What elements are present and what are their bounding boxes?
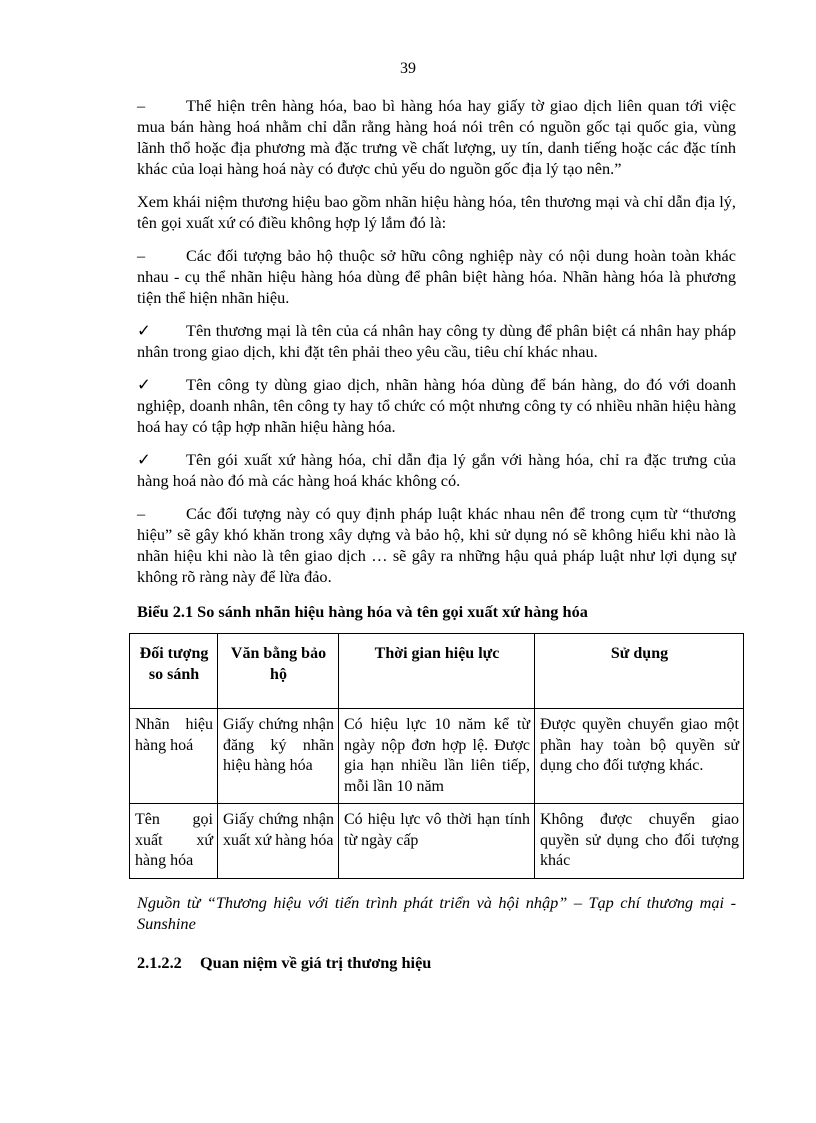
paragraph-text: Tên gói xuất xứ hàng hóa, chỉ dẫn địa lý gắn với hàng hóa, chỉ ra đặc trưng của hàng hoá nào đó mà các hàng hoá khác không có. xyxy=(137,450,736,490)
page-number: 39 xyxy=(400,60,416,77)
table-cell: Được quyền chuyển giao một phần hay toàn bộ quyền sử dụng cho đối tượng khác. xyxy=(535,709,744,804)
table-cell: Giấy chứng nhận đăng ký nhãn hiệu hàng hóa xyxy=(218,709,339,804)
document-body xyxy=(135,95,739,973)
table-row xyxy=(130,709,744,804)
table-cell: Có hiệu lực 10 năm kể từ ngày nộp đơn hợp lệ. Được gia hạn nhiều lần liên tiếp, mỗi lần 10 năm xyxy=(339,709,535,804)
table-cell: Không được chuyển giao quyền sử dụng cho đối tượng khác xyxy=(535,804,744,879)
paragraph xyxy=(137,95,736,179)
paragraph-text: Các đối tượng bảo hộ thuộc sở hữu công nghiệp này có nội dung hoàn toàn khác nhau - cụ thể nhãn hiệu hàng hóa dùng để phân biệt hàng hóa. Nhãn hàng hóa là phương tiện thể hiện nhãn hiệu. xyxy=(137,246,736,307)
paragraph-text: Thể hiện trên hàng hóa, bao bì hàng hóa hay giấy tờ giao dịch liên quan tới việc mua bán hàng hoá nhằm chỉ dẫn rằng hàng hoá nói trên có nguồn gốc tại quốc gia, vùng lãnh thổ hoặc địa phương mà đặc trưng về chất lượng, uy tín, danh tiếng hoặc các đặc tính khác của loại hàng hoá này có được chủ yếu do nguồn gốc địa lý tạo nên.” xyxy=(137,96,736,178)
section-heading xyxy=(137,952,736,973)
source-note: Nguồn từ “Thương hiệu với tiến trình phát triển và hội nhập” – Tạp chí thương mại - Sunshine xyxy=(137,892,736,933)
dash-marker: – xyxy=(137,246,146,265)
paragraph: Xem khái niệm thương hiệu bao gồm nhãn hiệu hàng hóa, tên thương mại và chỉ dẫn địa lý, tên gọi xuất xứ có điều không hợp lý lắm đó là: xyxy=(137,192,736,232)
paragraph xyxy=(137,374,736,437)
dash-marker: – xyxy=(137,504,146,523)
checkmark-icon: ✓ xyxy=(137,450,151,469)
column-header: Đối tượng so sánh xyxy=(130,634,218,709)
checkmark-icon: ✓ xyxy=(137,321,151,340)
checkmark-icon: ✓ xyxy=(137,375,151,394)
paragraph xyxy=(137,503,736,587)
table-cell: Nhãn hiệu hàng hoá xyxy=(130,709,218,804)
table-cell: Giấy chứng nhận xuất xứ hàng hóa xyxy=(218,804,339,879)
section-number: 2.1.2.2 xyxy=(137,952,182,972)
paragraph-text: Tên công ty dùng giao dịch, nhãn hàng hóa dùng để bán hàng, do đó với doanh nghiệp, doanh nhân, tên công ty hay tổ chức có một nhưng công ty có nhiều nhãn hiệu hàng hoá hay có tập hợp nhãn hiệu hàng hóa. xyxy=(137,375,736,436)
column-header: Văn bằng bảo hộ xyxy=(218,634,339,709)
paragraph xyxy=(137,245,736,308)
paragraph xyxy=(137,320,736,362)
paragraph-text: Tên thương mại là tên của cá nhân hay công ty dùng để phân biệt cá nhân hay pháp nhân trong giao dịch, khi đặt tên phải theo yêu cầu, tiêu chí khác nhau. xyxy=(137,321,736,361)
paragraph-text: Các đối tượng này có quy định pháp luật khác nhau nên để trong cụm từ “thương hiệu” sẽ gây khó khăn trong xây dựng và bảo hộ, khi sử dụng nó sẽ không hiểu khi nào là nhãn hiệu khi nào là tên giao dịch … sẽ gây ra những hậu quả pháp luật như lợi dụng sự không rõ ràng này để lừa đảo. xyxy=(137,504,736,586)
section-title: Quan niệm về giá trị thương hiệu xyxy=(200,952,432,972)
paragraph xyxy=(137,449,736,491)
comparison-table xyxy=(129,633,744,879)
table-cell: Tên gọi xuất xứ hàng hóa xyxy=(130,804,218,879)
dash-marker: – xyxy=(137,96,146,115)
column-header: Sử dụng xyxy=(535,634,744,709)
table-row xyxy=(130,804,744,879)
table-caption: Biểu 2.1 So sánh nhãn hiệu hàng hóa và tên gọi xuất xứ hàng hóa xyxy=(137,602,588,621)
table-header-row xyxy=(130,634,744,709)
column-header: Thời gian hiệu lực xyxy=(339,634,535,709)
table-cell: Có hiệu lực vô thời hạn tính từ ngày cấp xyxy=(339,804,535,879)
